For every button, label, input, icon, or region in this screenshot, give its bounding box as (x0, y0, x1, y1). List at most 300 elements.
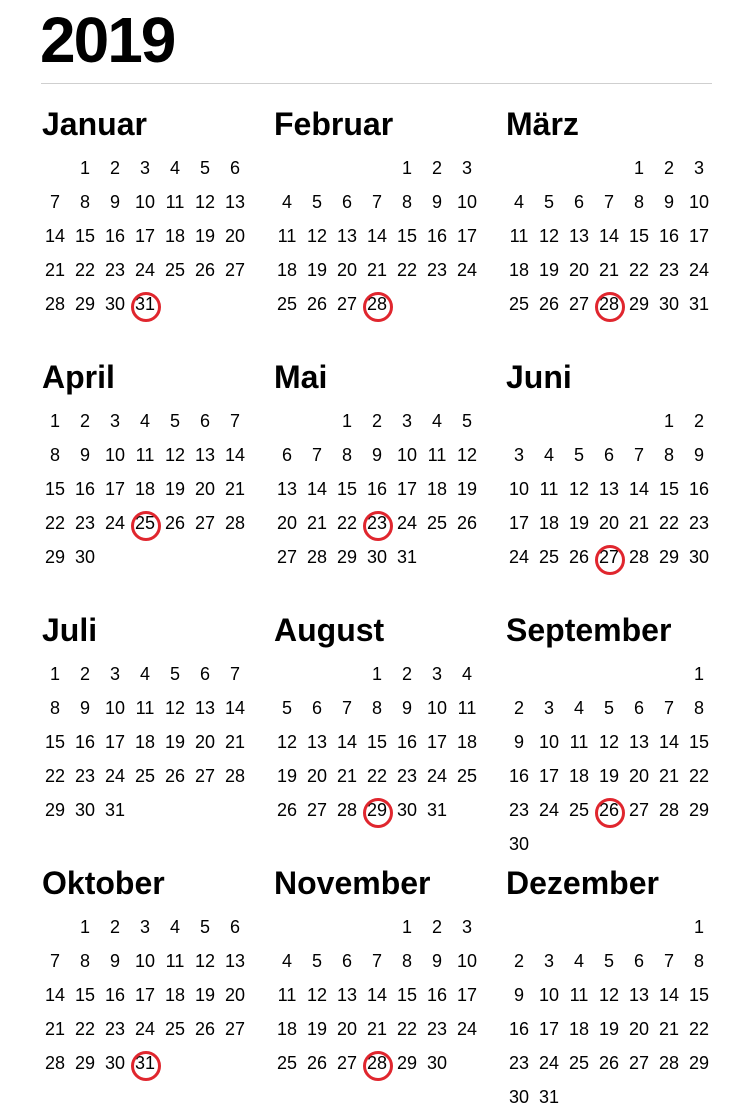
day-cell: 18 (276, 260, 298, 280)
day-cell: 28 (306, 547, 328, 567)
day-cell: 18 (134, 732, 156, 752)
day-cell: 22 (628, 260, 650, 280)
day-cell: 5 (603, 698, 614, 718)
week-row (272, 510, 482, 544)
day-cell: 31 (104, 800, 126, 820)
day-cell: 18 (508, 260, 530, 280)
day-cell: 1 (341, 411, 352, 431)
day-cell: 2 (513, 698, 524, 718)
day-cell: 26 (164, 513, 186, 533)
day-cell: 20 (194, 732, 216, 752)
day-cell: 13 (628, 985, 650, 1005)
day-cell: 18 (568, 766, 590, 786)
month-name: September (506, 612, 672, 648)
day-cell: 21 (44, 260, 66, 280)
day-cell: 17 (134, 985, 156, 1005)
week-row (272, 914, 482, 948)
day-cell: 5 (311, 192, 322, 212)
day-cell: 19 (306, 260, 328, 280)
day-cell: 14 (224, 445, 246, 465)
day-cell-empty (684, 831, 714, 865)
day-cell: 21 (224, 732, 246, 752)
week-row (504, 948, 714, 982)
day-cell: 11 (539, 479, 559, 499)
day-cell: 24 (396, 513, 418, 533)
day-cell: 2 (663, 158, 674, 178)
day-cell: 19 (164, 479, 186, 499)
day-cell: 4 (461, 664, 472, 684)
week-row (40, 442, 250, 476)
day-cell-empty (332, 914, 362, 948)
day-cell: 16 (658, 226, 680, 246)
day-grid (40, 155, 250, 325)
day-cell: 22 (44, 513, 66, 533)
week-row (40, 763, 250, 797)
day-cell: 21 (366, 1019, 388, 1039)
day-cell: 8 (693, 951, 704, 971)
day-cell: 14 (44, 226, 66, 246)
day-cell: 13 (336, 985, 358, 1005)
day-cell: 24 (134, 1019, 156, 1039)
day-cell: 4 (431, 411, 442, 431)
day-cell: 19 (568, 513, 590, 533)
day-cell: 8 (49, 445, 60, 465)
day-cell: 7 (49, 192, 60, 212)
day-cell-marked: 31 (130, 291, 160, 325)
day-cell: 1 (49, 411, 60, 431)
day-cell: 22 (396, 1019, 418, 1039)
day-cell: 9 (693, 445, 704, 465)
day-cell: 22 (336, 513, 358, 533)
day-cell: 6 (573, 192, 584, 212)
week-row (272, 661, 482, 695)
day-cell: 20 (336, 260, 358, 280)
day-cell: 18 (568, 1019, 590, 1039)
day-cell-empty (534, 831, 564, 865)
day-cell: 11 (277, 226, 297, 246)
week-row (40, 1050, 250, 1084)
day-cell: 17 (456, 226, 478, 246)
day-cell: 13 (598, 479, 620, 499)
week-row (504, 982, 714, 1016)
day-cell: 22 (44, 766, 66, 786)
week-row (504, 1084, 714, 1118)
day-cell: 24 (104, 766, 126, 786)
day-cell: 15 (366, 732, 388, 752)
day-cell: 9 (513, 732, 524, 752)
day-cell-empty (160, 1050, 190, 1084)
day-cell: 19 (194, 985, 216, 1005)
day-cell: 5 (199, 917, 210, 937)
week-row (272, 763, 482, 797)
day-cell: 23 (688, 513, 710, 533)
day-cell: 24 (688, 260, 710, 280)
day-cell: 3 (109, 411, 120, 431)
day-cell: 13 (224, 951, 246, 971)
week-row (272, 948, 482, 982)
month-name: März (506, 106, 579, 142)
day-grid (272, 408, 482, 578)
month-name: Juni (506, 359, 572, 395)
day-cell: 10 (104, 445, 126, 465)
day-cell: 17 (396, 479, 418, 499)
day-cell: 7 (229, 411, 240, 431)
day-cell: 12 (568, 479, 590, 499)
day-cell: 26 (598, 1053, 620, 1073)
day-cell: 2 (693, 411, 704, 431)
day-cell: 28 (44, 1053, 66, 1073)
day-cell: 27 (194, 513, 216, 533)
day-cell: 4 (169, 158, 180, 178)
day-cell: 19 (164, 732, 186, 752)
day-cell: 16 (426, 226, 448, 246)
day-cell: 6 (199, 411, 210, 431)
week-row (40, 661, 250, 695)
day-cell: 21 (628, 513, 650, 533)
day-cell-empty (130, 797, 160, 831)
week-row (272, 797, 482, 831)
day-cell: 3 (401, 411, 412, 431)
day-cell: 22 (658, 513, 680, 533)
day-cell: 24 (134, 260, 156, 280)
day-cell-empty (624, 408, 654, 442)
day-cell: 12 (194, 951, 216, 971)
day-cell: 13 (336, 226, 358, 246)
day-cell: 14 (658, 985, 680, 1005)
week-row (40, 729, 250, 763)
day-cell: 24 (538, 800, 560, 820)
day-cell-empty (594, 155, 624, 189)
day-cell: 6 (229, 917, 240, 937)
day-cell-empty (272, 155, 302, 189)
day-cell: 6 (341, 192, 352, 212)
day-cell: 16 (104, 226, 126, 246)
day-cell: 13 (568, 226, 590, 246)
day-cell-empty (160, 544, 190, 578)
day-cell: 12 (598, 732, 620, 752)
week-row (504, 476, 714, 510)
day-cell: 27 (224, 260, 246, 280)
day-cell: 31 (538, 1087, 560, 1107)
day-cell: 18 (456, 732, 478, 752)
day-cell: 23 (658, 260, 680, 280)
day-cell: 27 (628, 800, 650, 820)
day-cell: 6 (229, 158, 240, 178)
day-cell-empty (302, 155, 332, 189)
day-cell: 30 (366, 547, 388, 567)
day-cell: 15 (336, 479, 358, 499)
day-cell-empty (302, 408, 332, 442)
day-cell-marked: 27 (594, 544, 624, 578)
day-cell: 7 (633, 445, 644, 465)
year-title: 2019 (40, 4, 175, 76)
day-cell-empty (452, 797, 482, 831)
day-cell: 24 (508, 547, 530, 567)
day-cell-empty (564, 408, 594, 442)
day-cell-empty (594, 408, 624, 442)
day-cell: 8 (693, 698, 704, 718)
day-cell: 9 (109, 951, 120, 971)
week-row (504, 155, 714, 189)
day-cell: 2 (109, 158, 120, 178)
day-cell: 10 (508, 479, 530, 499)
day-cell: 4 (513, 192, 524, 212)
day-cell: 5 (543, 192, 554, 212)
day-cell: 15 (688, 732, 710, 752)
day-cell: 5 (169, 411, 180, 431)
day-cell: 2 (371, 411, 382, 431)
week-row (272, 544, 482, 578)
day-cell: 20 (306, 766, 328, 786)
day-cell: 12 (306, 985, 328, 1005)
day-cell: 5 (281, 698, 292, 718)
week-row (272, 476, 482, 510)
day-cell: 9 (431, 951, 442, 971)
day-cell: 22 (396, 260, 418, 280)
day-cell: 20 (276, 513, 298, 533)
day-cell: 19 (276, 766, 298, 786)
month-name: Oktober (42, 865, 165, 901)
day-cell: 30 (104, 294, 126, 314)
day-cell: 2 (79, 411, 90, 431)
day-cell: 9 (109, 192, 120, 212)
day-cell: 25 (456, 766, 478, 786)
week-row (504, 914, 714, 948)
day-cell: 15 (44, 479, 66, 499)
day-cell: 6 (341, 951, 352, 971)
month-name: April (42, 359, 115, 395)
day-cell: 12 (276, 732, 298, 752)
day-cell: 12 (194, 192, 216, 212)
day-cell: 31 (688, 294, 710, 314)
day-cell-marked: 25 (130, 510, 160, 544)
day-cell-empty (160, 797, 190, 831)
day-cell: 3 (109, 664, 120, 684)
month-name: Dezember (506, 865, 659, 901)
day-cell: 5 (311, 951, 322, 971)
day-cell: 23 (508, 1053, 530, 1073)
week-row (40, 914, 250, 948)
week-row (40, 1016, 250, 1050)
day-cell: 12 (538, 226, 560, 246)
day-cell-empty (220, 544, 250, 578)
day-cell: 21 (366, 260, 388, 280)
day-cell-empty (594, 914, 624, 948)
day-cell: 17 (134, 226, 156, 246)
day-cell: 2 (79, 664, 90, 684)
day-cell: 3 (139, 158, 150, 178)
week-row (40, 544, 250, 578)
day-cell: 23 (426, 1019, 448, 1039)
day-cell: 10 (134, 192, 156, 212)
day-cell: 14 (366, 226, 388, 246)
day-cell-empty (452, 291, 482, 325)
day-cell: 16 (74, 732, 96, 752)
day-cell: 7 (663, 698, 674, 718)
week-row (40, 189, 250, 223)
day-cell: 23 (508, 800, 530, 820)
day-cell: 9 (401, 698, 412, 718)
day-cell: 1 (693, 917, 704, 937)
day-cell: 19 (306, 1019, 328, 1039)
day-cell: 17 (538, 766, 560, 786)
week-row (504, 257, 714, 291)
day-cell-marked: 23 (362, 510, 392, 544)
day-cell-empty (624, 914, 654, 948)
day-cell: 29 (688, 1053, 710, 1073)
day-cell: 30 (688, 547, 710, 567)
day-cell-empty (684, 1084, 714, 1118)
week-row (504, 729, 714, 763)
day-cell: 7 (663, 951, 674, 971)
day-cell: 1 (79, 158, 90, 178)
day-cell: 26 (276, 800, 298, 820)
day-cell: 1 (633, 158, 644, 178)
day-cell: 15 (688, 985, 710, 1005)
day-cell: 7 (49, 951, 60, 971)
day-cell: 8 (663, 445, 674, 465)
week-row (272, 729, 482, 763)
day-cell: 14 (598, 226, 620, 246)
day-cell: 27 (628, 1053, 650, 1073)
month-name: November (274, 865, 431, 901)
day-cell: 11 (569, 985, 589, 1005)
day-cell-empty (624, 1084, 654, 1118)
day-cell: 16 (426, 985, 448, 1005)
day-cell: 10 (456, 192, 478, 212)
day-cell: 25 (538, 547, 560, 567)
day-cell-empty (392, 291, 422, 325)
day-cell: 28 (658, 1053, 680, 1073)
day-cell: 17 (538, 1019, 560, 1039)
week-row (272, 223, 482, 257)
day-cell: 25 (164, 260, 186, 280)
day-cell: 11 (569, 732, 589, 752)
day-cell: 31 (396, 547, 418, 567)
day-cell: 30 (508, 834, 530, 854)
day-cell: 16 (508, 1019, 530, 1039)
day-cell: 24 (456, 260, 478, 280)
day-cell: 10 (426, 698, 448, 718)
day-cell: 3 (513, 445, 524, 465)
day-cell-empty (534, 661, 564, 695)
day-cell-empty (302, 661, 332, 695)
day-cell: 24 (426, 766, 448, 786)
week-row (272, 442, 482, 476)
day-cell: 20 (336, 1019, 358, 1039)
day-cell: 1 (401, 158, 412, 178)
day-cell: 7 (371, 192, 382, 212)
week-row (504, 544, 714, 578)
day-cell: 16 (508, 766, 530, 786)
day-cell: 29 (44, 800, 66, 820)
day-cell: 26 (194, 260, 216, 280)
day-cell: 8 (79, 192, 90, 212)
day-cell: 23 (426, 260, 448, 280)
day-cell: 11 (277, 985, 297, 1005)
day-cell: 27 (276, 547, 298, 567)
day-cell: 5 (461, 411, 472, 431)
day-cell-empty (332, 155, 362, 189)
day-cell-empty (40, 155, 70, 189)
day-cell-marked: 29 (362, 797, 392, 831)
day-cell: 7 (311, 445, 322, 465)
day-cell: 13 (194, 698, 216, 718)
day-cell: 4 (139, 664, 150, 684)
day-cell: 29 (658, 547, 680, 567)
day-cell: 22 (74, 1019, 96, 1039)
day-cell: 17 (508, 513, 530, 533)
day-cell: 24 (538, 1053, 560, 1073)
day-cell: 6 (633, 951, 644, 971)
day-cell: 2 (109, 917, 120, 937)
day-cell: 15 (44, 732, 66, 752)
day-cell: 25 (568, 800, 590, 820)
day-cell-empty (422, 291, 452, 325)
day-cell: 13 (276, 479, 298, 499)
day-cell: 23 (396, 766, 418, 786)
day-cell: 11 (165, 951, 185, 971)
week-row (40, 510, 250, 544)
week-row (40, 476, 250, 510)
day-cell-empty (564, 1084, 594, 1118)
day-cell: 29 (336, 547, 358, 567)
day-cell-empty (362, 155, 392, 189)
day-cell: 16 (688, 479, 710, 499)
day-cell: 3 (543, 698, 554, 718)
day-cell-empty (190, 1050, 220, 1084)
day-cell: 10 (104, 698, 126, 718)
day-cell: 20 (598, 513, 620, 533)
day-cell-empty (564, 831, 594, 865)
day-cell: 17 (426, 732, 448, 752)
day-cell: 10 (456, 951, 478, 971)
day-cell: 11 (427, 445, 447, 465)
day-cell: 9 (513, 985, 524, 1005)
day-cell: 22 (688, 1019, 710, 1039)
day-cell: 15 (628, 226, 650, 246)
day-grid (40, 914, 250, 1084)
day-cell-marked: 28 (594, 291, 624, 325)
day-cell: 31 (426, 800, 448, 820)
day-cell: 14 (336, 732, 358, 752)
day-cell: 30 (426, 1053, 448, 1073)
day-grid (40, 661, 250, 831)
day-cell-marked: 31 (130, 1050, 160, 1084)
day-cell: 26 (456, 513, 478, 533)
day-cell: 21 (658, 766, 680, 786)
day-cell: 18 (134, 479, 156, 499)
day-cell-empty (302, 914, 332, 948)
day-cell: 2 (513, 951, 524, 971)
day-cell: 15 (396, 226, 418, 246)
day-cell-empty (654, 831, 684, 865)
day-cell: 20 (628, 766, 650, 786)
day-cell: 16 (74, 479, 96, 499)
day-cell: 30 (104, 1053, 126, 1073)
day-cell: 6 (281, 445, 292, 465)
day-cell: 12 (456, 445, 478, 465)
day-cell: 23 (74, 513, 96, 533)
day-cell: 7 (341, 698, 352, 718)
day-cell: 26 (194, 1019, 216, 1039)
day-cell: 14 (306, 479, 328, 499)
day-cell: 3 (461, 917, 472, 937)
day-cell: 2 (431, 158, 442, 178)
day-cell-empty (190, 291, 220, 325)
week-row (504, 831, 714, 865)
day-cell-empty (100, 544, 130, 578)
